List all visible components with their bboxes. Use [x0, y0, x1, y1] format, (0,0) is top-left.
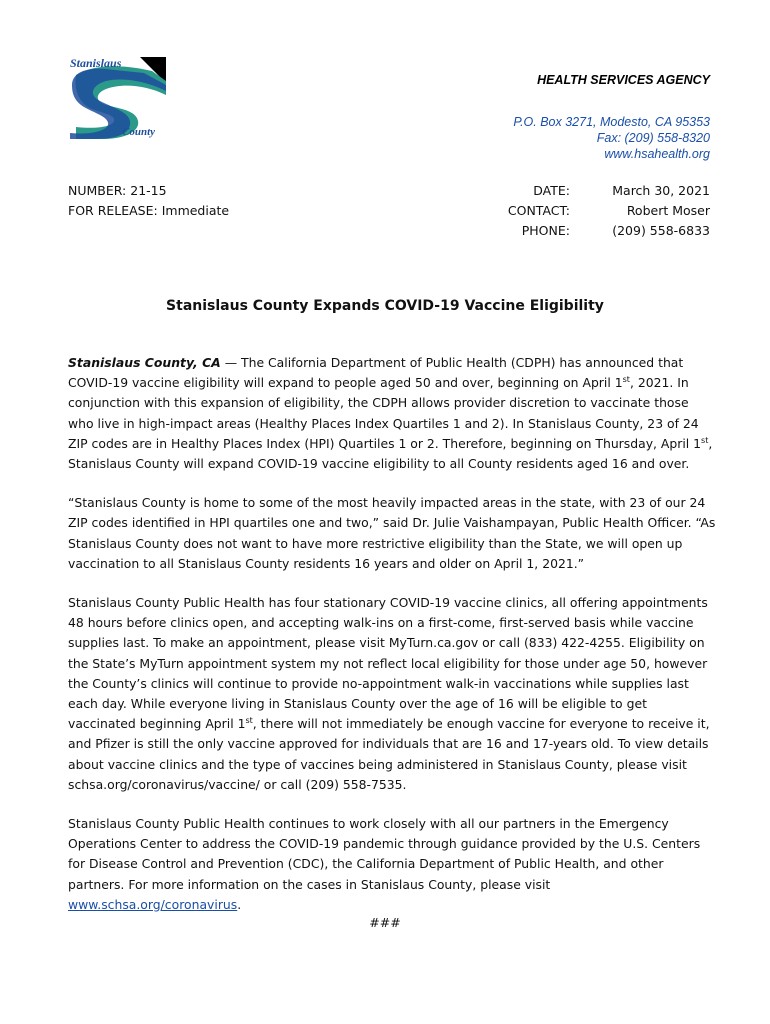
ordinal-suffix: st	[622, 375, 630, 385]
paragraph-1-text-c: , Stanislaus County will expand COVID-19 vaccine eligibility to all County residents aged 16 and over.	[68, 435, 713, 472]
ordinal-suffix: st	[245, 716, 253, 726]
phone-label: PHONE:	[521, 223, 570, 238]
paragraph-1-text-a: — The California Department of Public Health (CDPH) has announced that COVID-19 vaccine eligibility will expand to people aged 50 and over, beginning on April 1	[68, 355, 684, 391]
paragraph-4-text-b: .	[237, 896, 242, 912]
ordinal-suffix: st	[701, 435, 709, 445]
agency-fax: Fax: (209) 558-8320	[596, 131, 710, 145]
release-meta-values	[612, 181, 710, 241]
contact-phone: (209) 558-6833	[612, 223, 710, 238]
release-body	[68, 353, 716, 934]
release-timing: FOR RELEASE: Immediate	[68, 203, 230, 218]
release-meta-labels	[490, 181, 570, 241]
end-mark: ###	[369, 915, 401, 930]
logo-text-county: County	[122, 126, 156, 138]
paragraph-4-text-a: Stanislaus County Public Health continues to work closely with all our partners in the Emergency Operations Center to address the COVID-19 pandemic through guidance provided by the U.S. Centers for Disease Control and Prevention (CDC), the California Department of Public Health, and other partners. For more information on the cases in Stanislaus County, please visit	[68, 816, 701, 892]
contact-name: Robert Moser	[626, 203, 710, 218]
dateline: Stanislaus County, CA	[68, 355, 221, 370]
agency-contact-block	[513, 114, 710, 162]
release-meta-left	[68, 181, 229, 221]
paragraph-3	[68, 593, 716, 795]
paragraph-4	[68, 814, 716, 915]
paragraph-2: “Stanislaus County is home to some of the most heavily impacted areas in the state, with 23 of our 24 ZIP codes identified in HPI quartiles one and two,” said Dr. Julie Vaishampayan, Public Health Officer. “As Stanislaus County does not want to have more restrictive eligibility than the State, we will open up vaccination to all Stanislaus County residents 16 years and older on April 1, 2021.”	[68, 495, 716, 571]
release-date: March 30, 2021	[612, 183, 710, 198]
paragraph-1-text-b: , 2021. In conjunction with this expansion of eligibility, the CDPH allows provider discretion to vaccinate those who live in high-impact areas (Healthy Places Index Quartiles 1 and 2). In Stanislaus County, 23 of 24 ZIP codes are in Healthy Places Index (HPI) Quartiles 1 or 2. Therefore, beginning on Thursday, April 1	[68, 375, 702, 451]
date-label: DATE:	[533, 183, 570, 198]
logo-text-stanislaus: Stanislaus	[70, 56, 122, 70]
contact-label: CONTACT:	[507, 203, 570, 218]
paragraph-1	[68, 353, 716, 474]
paragraph-3-text-a: Stanislaus County Public Health has four stationary COVID-19 vaccine clinics, all offering appointments 48 hours before clinics open, and accepting walk-ins on a first-come, first-served basis while vaccine supplies last. To make an appointment, please visit MyTurn.ca.gov or call (833) 422-4255. Eligibility on the State’s MyTurn appointment system my not reflect local eligibility for those under age 50, however the County’s clinics will continue to provide no-appointment walk-in vaccinations while supplies last each day. While everyone living in Stanislaus County over the age of 16 will be eligible to get vaccinated beginning April 1	[68, 595, 708, 732]
coronavirus-info-link[interactable]: www.schsa.org/coronavirus	[68, 896, 238, 912]
paragraph-3-text-b: , there will not immediately be enough vaccine for everyone to receive it, and Pfizer is still the only vaccine approved for individuals that are 16 and 17-years old. To view details about vaccine clinics and the type of vaccines being administered in Stanislaus County, please visit schsa.org/coronavirus/vaccine/ or call (209) 558-7535.	[68, 716, 710, 792]
agency-address: P.O. Box 3271, Modesto, CA 95353	[513, 115, 710, 129]
release-number: NUMBER: 21-15	[68, 183, 167, 198]
stanislaus-county-logo	[66, 55, 170, 139]
agency-website[interactable]: www.hsahealth.org	[604, 147, 710, 161]
agency-name: HEALTH SERVICES AGENCY	[537, 73, 710, 87]
page-title: Stanislaus County Expands COVID-19 Vaccine Eligibility	[166, 298, 604, 314]
